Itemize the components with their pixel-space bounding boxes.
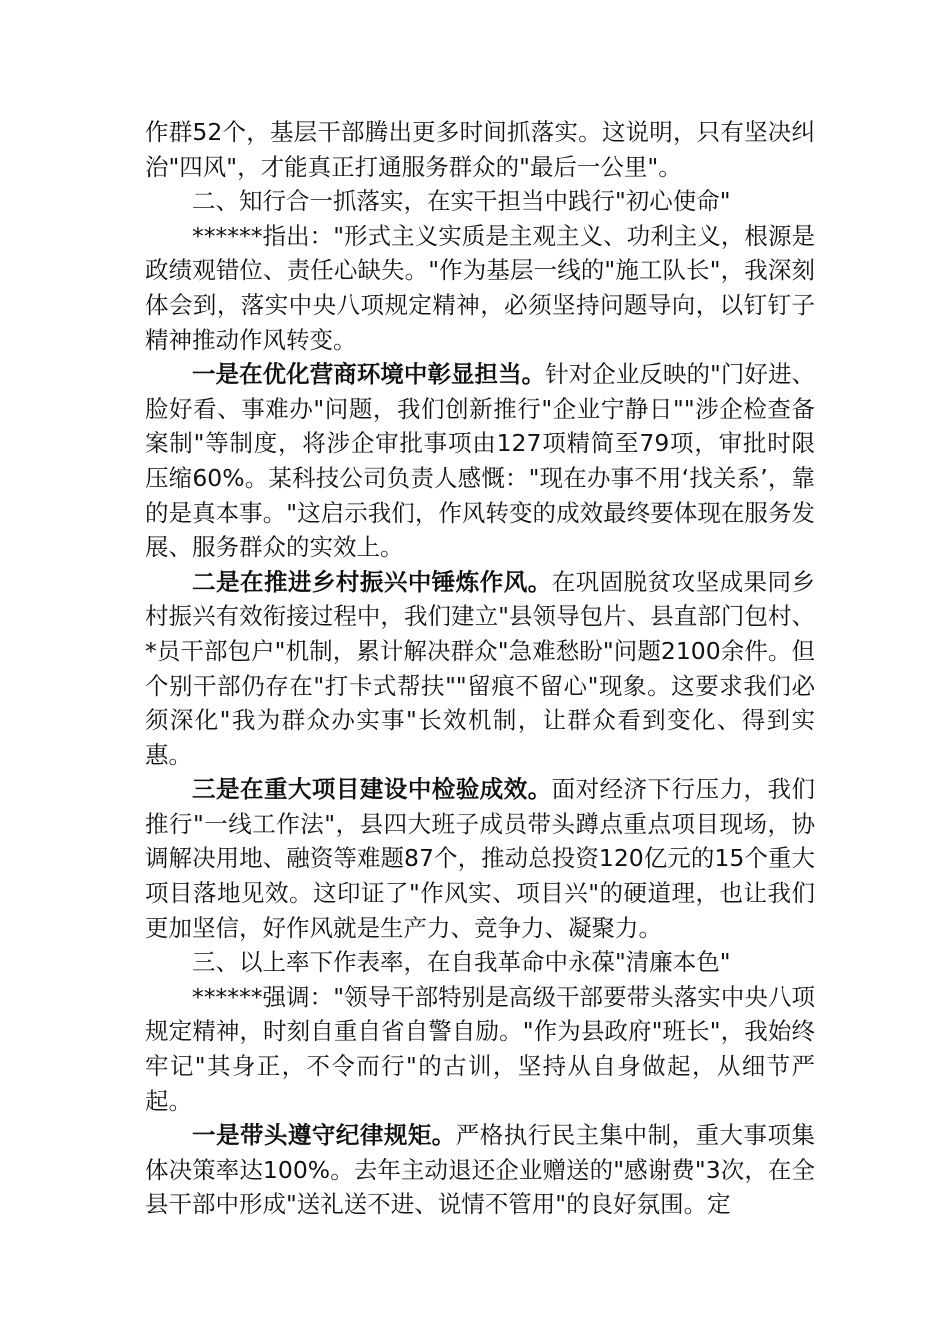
section-heading-3 <box>145 945 815 980</box>
paragraph-3 <box>145 219 815 357</box>
paragraph-3-text: ******指出："形式主义实质是主观主义、功利主义，根源是政绩观错位、责任心缺失。"作为基层一线的"施工队长"，我深刻体会到，落实中央八项规定精神，必须坚持问题导向，以钉钉子精神推动作风转变。 <box>145 221 815 354</box>
paragraph-4-lead: 一是在优化营商环境中彰显担当。 <box>192 360 546 389</box>
paragraph-6 <box>145 772 815 945</box>
paragraph-8-text: ******强调："领导干部特别是高级干部要带头落实中央八项规定精神，时刻自重自省自警自励。"作为县政府"班长"，我始终牢记"其身正，不令而行"的古训，坚持从自身做起，从细节严起。 <box>145 982 815 1115</box>
paragraph-9-text: 严格执行民主集中制，重大事项集体决策率达100%。去年主动退还企业赠送的"感谢费"3次，在全县干部中形成"送礼送不进、说情不管用"的良好氛围。定 <box>145 1121 816 1219</box>
paragraph-6-text: 面对经济下行压力，我们推行"一线工作法"，县四大班子成员带头蹲点重点项目现场，协调解决用地、融资等难题87个，推动总投资120亿元的15个重大项目落地见效。这印证了"作风实、项目兴"的硬道理，也让我们更加坚信，好作风就是生产力、竞争力、凝聚力。 <box>145 775 816 942</box>
paragraph-6-lead: 三是在重大项目建设中检验成效。 <box>192 775 552 804</box>
paragraph-5 <box>145 565 815 773</box>
section-heading-3-text: 三、以上率下作表率，在自我革命中永葆"清廉本色" <box>192 948 731 977</box>
paragraph-4 <box>145 357 815 565</box>
paragraph-5-text: 在巩固脱贫攻坚成果同乡村振兴有效衔接过程中，我们建立"县领导包片、县直部门包村、*员干部包户"机制，累计解决群众"急难愁盼"问题2100余件。但个别干部仍存在"打卡式帮扶""留痕不留心"现象。这要求我们必须深化"我为群众办实事"长效机制，让群众看到变化、得到实惠。 <box>145 567 816 769</box>
paragraph-4-text: 针对企业反映的"门好进、脸好看、事难办"问题，我们创新推行"企业宁静日""涉企检查备案制"等制度，将涉企审批事项由127项精简至79项，审批时限压缩60%。某科技公司负责人感慨："现在办事不用‘找关系’，靠的是真本事。"这启示我们，作风转变的成效最终要体现在服务发展、服务群众的实效上。 <box>145 360 815 562</box>
paragraph-8 <box>145 980 815 1118</box>
section-heading-2-text: 二、知行合一抓落实，在实干担当中践行"初心使命" <box>192 187 731 216</box>
paragraph-5-lead: 二是在推进乡村振兴中锤炼作风。 <box>192 567 552 596</box>
paragraph-9 <box>145 1118 815 1222</box>
section-heading-2 <box>145 184 815 219</box>
paragraph-9-lead: 一是带头遵守纪律规矩。 <box>192 1121 456 1150</box>
document-body <box>145 115 815 1222</box>
paragraph-1-text: 作群52个，基层干部腾出更多时间抓落实。这说明，只有坚决纠治"四风"，才能真正打通服务群众的"最后一公里"。 <box>145 118 815 181</box>
paragraph-1 <box>145 115 815 184</box>
